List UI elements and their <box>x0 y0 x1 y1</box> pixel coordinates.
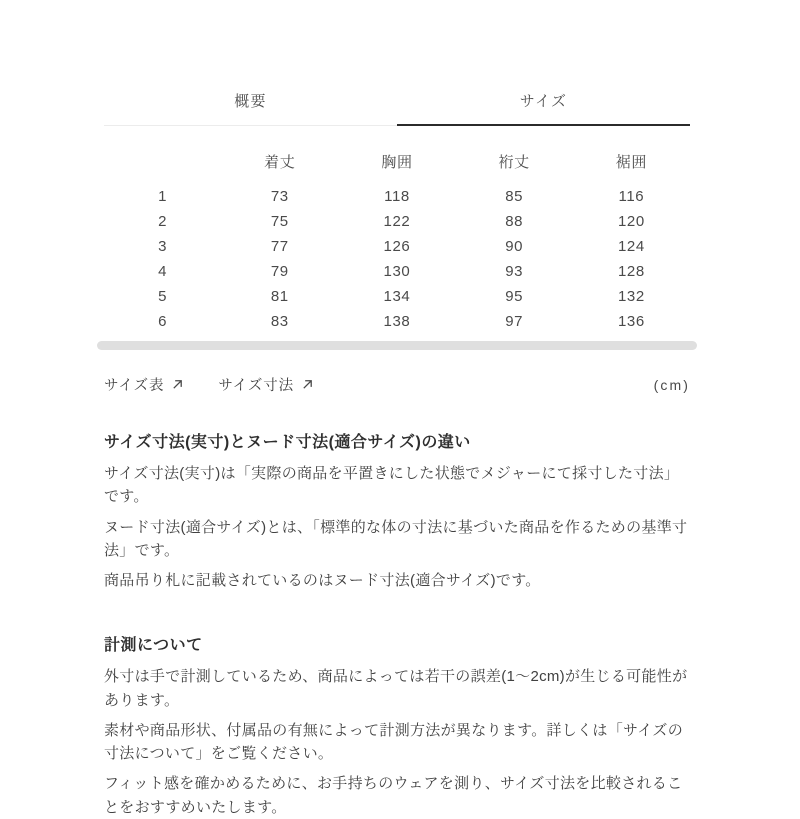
measurement-cell: 77 <box>270 238 289 255</box>
measurement-cell: 79 <box>270 263 289 280</box>
unit-label: (cm) <box>653 376 690 393</box>
measurement-cell: 73 <box>270 188 289 205</box>
measurement-cell: 81 <box>270 288 289 305</box>
size-chart-link-label: サイズ表 <box>104 378 165 394</box>
tab-size[interactable]: サイズ <box>397 84 690 126</box>
table-horizontal-scrollbar[interactable] <box>97 341 697 350</box>
size-table <box>104 148 690 334</box>
measurement-cell: 95 <box>505 288 524 305</box>
external-arrow-icon <box>301 378 314 391</box>
measurement-cell: 85 <box>505 188 524 205</box>
section-paragraph: 素材や商品形状、付属品の有無によって計測方法が異なります。詳しくは「サイズの寸法について」をご覧ください。 <box>104 721 684 762</box>
table-row <box>104 174 690 209</box>
size-chart-link[interactable] <box>104 374 184 395</box>
measurement-cell: 75 <box>270 213 289 230</box>
row-size-label: 2 <box>158 213 168 230</box>
measurement-cell: 120 <box>617 213 645 230</box>
measurement-cell: 93 <box>505 263 524 280</box>
tab-overview[interactable]: 概要 <box>104 84 397 126</box>
section-paragraph: フィット感を確かめるために、お手持ちのウェアを測り、サイズ寸法を比較されることをおすすめいたします。 <box>104 775 683 816</box>
table-row <box>104 209 690 234</box>
measurement-cell: 128 <box>617 263 645 280</box>
measurement-cell: 88 <box>505 213 524 230</box>
info-section-1 <box>104 429 690 592</box>
measurement-cell: 116 <box>618 188 645 205</box>
measurement-cell: 136 <box>617 313 645 330</box>
table-row <box>104 309 690 334</box>
section-paragraph: サイズ寸法(実寸)は「実際の商品を平置きにした状態でメジャーにて採寸した寸法」です。 <box>104 465 680 506</box>
section-heading: サイズ寸法(実寸)とヌード寸法(適合サイズ)の違い <box>104 434 471 451</box>
links-row <box>104 374 690 395</box>
measurement-cell: 118 <box>384 188 410 205</box>
measurement-cell: 134 <box>383 288 411 305</box>
measurement-cell: 138 <box>383 313 411 330</box>
column-header: 着丈 <box>264 153 296 171</box>
size-column-corner <box>104 148 221 174</box>
size-guide-panel <box>104 0 690 819</box>
size-table-header <box>104 148 690 174</box>
measurement-cell: 126 <box>383 238 411 255</box>
section-paragraph: ヌード寸法(適合サイズ)とは、「標準的な体の寸法に基づいた商品を作るための基準寸法」です。 <box>104 518 688 559</box>
table-row <box>104 259 690 284</box>
row-size-label: 5 <box>158 288 168 305</box>
column-header: 裾囲 <box>615 153 647 171</box>
info-sections <box>104 429 690 819</box>
column-header: 裄丈 <box>498 153 530 171</box>
info-section-2 <box>104 632 690 819</box>
column-header: 胸囲 <box>381 153 413 171</box>
measurement-cell: 132 <box>617 288 645 305</box>
row-size-label: 3 <box>158 238 168 255</box>
measurement-cell: 97 <box>505 313 524 330</box>
size-table-container <box>104 148 690 334</box>
table-row <box>104 284 690 309</box>
section-paragraph: 外寸は手で計測しているため、商品によっては若干の誤差(1～2cm)が生じる可能性があります。 <box>104 668 688 709</box>
size-measurements-link-label: サイズ寸法 <box>218 378 295 394</box>
size-measurements-link[interactable] <box>218 374 314 395</box>
links-group <box>104 374 348 395</box>
measurement-cell: 124 <box>617 238 645 255</box>
section-paragraph: 商品吊り札に記載されているのはヌード寸法(適合サイズ)です。 <box>104 572 541 589</box>
measurement-cell: 90 <box>505 238 524 255</box>
row-size-label: 1 <box>158 188 168 205</box>
external-arrow-icon <box>171 378 184 391</box>
section-heading: 計測について <box>104 637 203 655</box>
table-row <box>104 234 690 259</box>
measurement-cell: 130 <box>383 263 411 280</box>
row-size-label: 6 <box>158 313 168 330</box>
measurement-cell: 122 <box>383 213 411 230</box>
measurement-cell: 83 <box>270 313 289 330</box>
row-size-label: 4 <box>158 263 168 280</box>
size-table-body <box>104 174 690 334</box>
tab-bar <box>104 84 690 126</box>
